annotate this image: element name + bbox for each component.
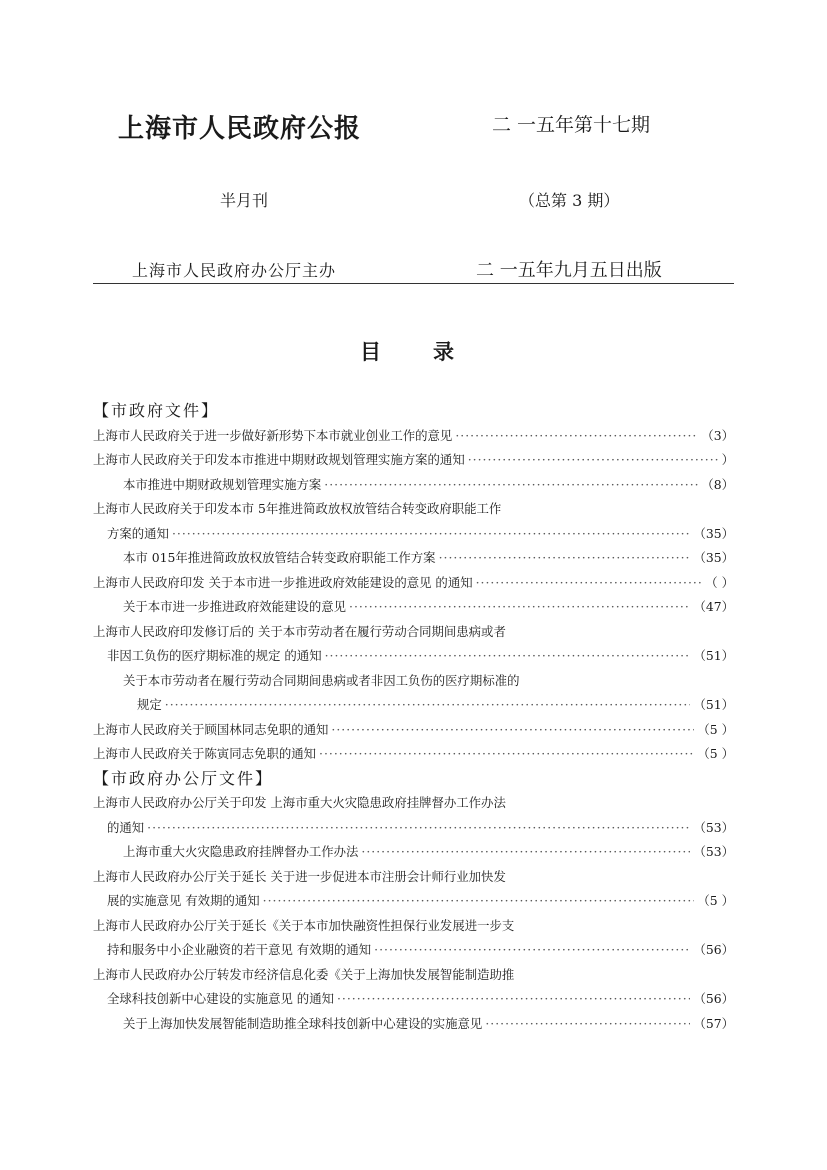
toc-page-number: ） <box>721 452 734 467</box>
toc-entry-title: 关于本市进一步推进政府效能建设的意见 <box>123 599 347 614</box>
toc-page-number: （53） <box>693 844 734 859</box>
toc-entry[interactable] <box>93 571 734 596</box>
toc-heading: 目录 <box>360 339 506 364</box>
toc-entry-title: 展的实施意见 有效期的通知 <box>107 893 260 908</box>
toc-entry-title: 上海市人民政府办公厅关于延长《关于本市加快融资性担保行业发展进一步支 <box>93 917 515 933</box>
toc-entry[interactable] <box>93 987 734 1012</box>
toc-entry-title: 上海市重大火灾隐患政府挂牌督办工作办法 <box>123 844 359 859</box>
issue-number: 二 一五年第十七期 <box>492 114 651 136</box>
toc-page-number: （3） <box>701 427 734 443</box>
dot-leader <box>468 448 719 473</box>
toc-entry-title: 非因工负伤的医疗期标准的规定 的通知 <box>107 648 322 663</box>
dot-leader <box>485 1012 690 1037</box>
sponsor-line: 上海市人民政府办公厅主办 <box>132 261 337 280</box>
toc-entry-title: 上海市人民政府办公厅转发市经济信息化委《关于上海加快发展智能制造助推 <box>93 966 515 982</box>
toc-entry-title: 上海市人民政府印发修订后的 关于本市劳动者在履行劳动合同期间患病或者 <box>93 623 506 639</box>
toc-entry-title: 上海市人民政府印发 关于本市进一步推进政府效能建设的意见 的通知 <box>93 574 473 590</box>
total-issue-number: （总第 3 期） <box>519 191 620 210</box>
publication-date: 二 一五年九月五日出版 <box>476 260 662 281</box>
toc-page-number: （56） <box>693 991 734 1006</box>
toc-entry[interactable] <box>93 497 734 522</box>
toc-entry-title: 上海市人民政府关于顾国林同志免职的通知 <box>93 721 329 737</box>
toc-entry-title: 本市推进中期财政规划管理实施方案 <box>123 476 322 492</box>
dot-leader <box>172 522 690 547</box>
toc-entry[interactable] <box>93 914 734 939</box>
toc-entry-title: 关于上海加快发展智能制造助推全球科技创新中心建设的实施意见 <box>123 1015 483 1031</box>
toc-page-number: （57） <box>693 1015 734 1031</box>
toc-entry[interactable] <box>93 424 734 449</box>
toc-entry-title: 方案的通知 <box>107 525 169 541</box>
toc-entry-title: 关于本市劳动者在履行劳动合同期间患病或者非因工负伤的医疗期标准的 <box>123 672 520 688</box>
toc-entry-title: 上海市人民政府关于印发本市 5年推进简政放权放管结合转变政府职能工作 <box>93 501 502 516</box>
toc-entry[interactable] <box>93 473 734 498</box>
toc-entry-title: 全球科技创新中心建设的实施意见 的通知 <box>107 991 334 1006</box>
toc-page-number: （5 ） <box>697 746 734 761</box>
toc-entry-title: 持和服务中小企业融资的若干意见 有效期的通知 <box>107 942 372 957</box>
header-divider <box>93 283 734 284</box>
dot-leader <box>337 987 690 1012</box>
toc-entry[interactable] <box>93 693 734 718</box>
toc-entry[interactable] <box>93 620 734 645</box>
toc-entry[interactable] <box>93 889 734 914</box>
dot-leader <box>324 473 698 498</box>
toc-page-number: （ ） <box>705 574 734 590</box>
toc-page-number: （56） <box>693 942 734 957</box>
toc-entry[interactable] <box>93 938 734 963</box>
dot-leader <box>165 693 691 718</box>
dot-leader <box>147 816 690 841</box>
toc-entry[interactable] <box>93 1012 734 1037</box>
toc-section-heading: 【市政府办公厅文件】 <box>93 768 274 788</box>
dot-leader <box>349 595 690 620</box>
toc-entry[interactable] <box>93 840 734 865</box>
toc-entry[interactable] <box>93 791 734 816</box>
toc-entry-title: 上海市人民政府关于印发本市推进中期财政规划管理实施方案的通知 <box>93 452 465 467</box>
toc-page-number: （47） <box>693 599 734 614</box>
dot-leader <box>319 742 694 767</box>
dot-leader <box>374 938 690 963</box>
toc-entry[interactable] <box>93 742 734 767</box>
toc-entry[interactable] <box>93 963 734 988</box>
toc-entry-title: 上海市人民政府办公厅关于延长 关于进一步促进本市注册会计师行业加快发 <box>93 868 506 884</box>
toc-page-number: （53） <box>693 819 734 835</box>
dot-leader <box>331 718 694 743</box>
toc-page-number: （35） <box>693 550 734 565</box>
toc-entry[interactable] <box>93 669 734 694</box>
toc-entry[interactable] <box>93 644 734 669</box>
publication-frequency: 半月刊 <box>220 191 269 210</box>
toc-entry[interactable] <box>93 718 734 743</box>
toc-entry[interactable] <box>93 595 734 620</box>
dot-leader <box>263 889 695 914</box>
toc-entry-title: 上海市人民政府关于陈寅同志免职的通知 <box>93 746 317 761</box>
toc-page-number: （51） <box>693 648 734 663</box>
toc-page-number: （51） <box>693 697 734 712</box>
toc-page-number: （5 ） <box>697 721 734 737</box>
toc-entry[interactable] <box>93 546 734 571</box>
toc-entry-title: 本市 015年推进简政放权放管结合转变政府职能工作方案 <box>123 550 436 565</box>
toc-entry-title: 的通知 <box>107 819 145 835</box>
toc-page-number: （5 ） <box>697 893 734 908</box>
toc-entry-title: 上海市人民政府关于进一步做好新形势下本市就业创业工作的意见 <box>93 427 453 443</box>
toc-entry-title: 上海市人民政府办公厅关于印发 上海市重大火灾隐患政府挂牌督办工作办法 <box>93 795 506 810</box>
toc-entry[interactable] <box>93 448 734 473</box>
toc-page-number: （35） <box>693 525 734 541</box>
dot-leader <box>476 571 703 596</box>
toc-entry-title: 规定 <box>137 697 162 712</box>
gazette-title: 上海市人民政府公报 <box>118 114 362 144</box>
dot-leader <box>439 546 691 571</box>
dot-leader <box>361 840 690 865</box>
toc-entry[interactable] <box>93 816 734 841</box>
toc-entry[interactable] <box>93 865 734 890</box>
dot-leader <box>325 644 691 669</box>
table-of-contents <box>93 399 734 1036</box>
toc-section-heading: 【市政府文件】 <box>93 401 220 420</box>
dot-leader <box>455 424 698 449</box>
toc-entry[interactable] <box>93 522 734 547</box>
toc-page-number: （8） <box>701 476 734 492</box>
